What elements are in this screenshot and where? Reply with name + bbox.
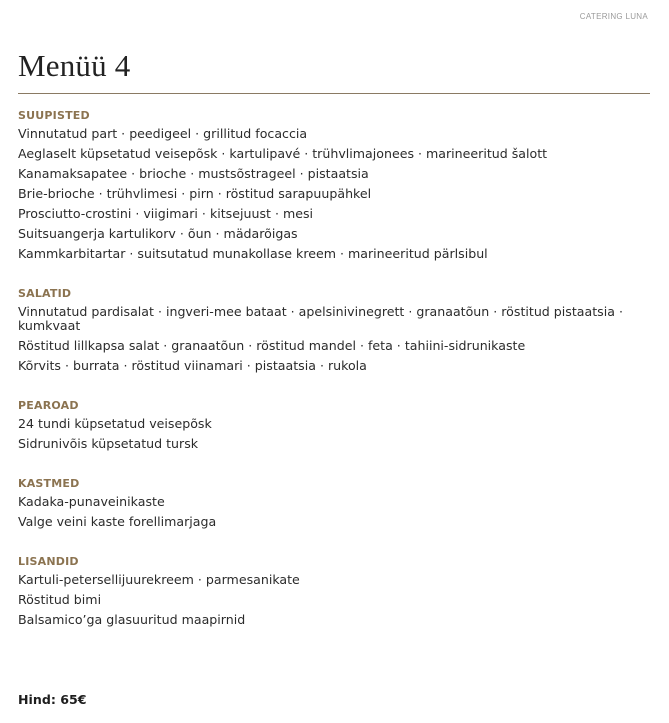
section-title: SUUPISTED bbox=[18, 109, 90, 122]
section-title: PEAROAD bbox=[18, 399, 79, 412]
menu-item: Kammkarbitartar · suitsutatud munakollase kreem · marineeritud pärlsibul bbox=[18, 246, 488, 261]
menu-item: Röstitud lillkapsa salat · granaatõun · röstitud mandel · feta · tahiini-sidrunikaste bbox=[18, 338, 526, 353]
section-title: SALATID bbox=[18, 287, 72, 300]
menu-content bbox=[18, 108, 650, 652]
title-divider bbox=[18, 93, 650, 94]
menu-item: Prosciutto-crostini · viigimari · kitsejuust · mesi bbox=[18, 206, 314, 221]
section-suupisted bbox=[18, 108, 650, 261]
menu-item: Vinnutatud part · peedigeel · grillitud focaccia bbox=[18, 126, 308, 141]
menu-item: Aeglaselt küpsetatud veisepõsk · kartulipavé · trühvlimajonees · marineeritud šalott bbox=[18, 146, 548, 161]
menu-item: Kõrvits · burrata · röstitud viinamari · pistaatsia · rukola bbox=[18, 358, 367, 373]
page-title: Menüü 4 bbox=[18, 48, 131, 83]
menu-item: Valge veini kaste forellimarjaga bbox=[18, 514, 217, 529]
menu-item: Balsamico’ga glasuuritud maapirnid bbox=[18, 612, 246, 627]
menu-item: Kartuli-petersellijuurekreem · parmesanikate bbox=[18, 572, 300, 587]
price-label: Hind: 65€ bbox=[18, 692, 87, 707]
menu-item: Vinnutatud pardisalat · ingveri-mee bataat · apelsinivinegrett · granaatõun · röstitud pistaatsia · kumkvaat bbox=[18, 304, 623, 333]
menu-item: Brie-brioche · trühvlimesi · pirn · röstitud sarapuupähkel bbox=[18, 186, 372, 201]
menu-item: Kadaka-punaveinikaste bbox=[18, 494, 165, 509]
section-lisandid bbox=[18, 554, 650, 627]
section-title: LISANDID bbox=[18, 555, 79, 568]
brand-label: CATERING LUNA bbox=[579, 12, 648, 21]
menu-item: Röstitud bimi bbox=[18, 592, 102, 607]
section-kastmed bbox=[18, 476, 650, 529]
menu-item: 24 tundi küpsetatud veisepõsk bbox=[18, 416, 212, 431]
menu-item: Kanamaksapatee · brioche · mustsõstrageel · pistaatsia bbox=[18, 166, 369, 181]
menu-item: Suitsuangerja kartulikorv · õun · mädarõigas bbox=[18, 226, 298, 241]
section-title: KASTMED bbox=[18, 477, 80, 490]
menu-item: Sidrunivõis küpsetatud tursk bbox=[18, 436, 199, 451]
section-pearoad bbox=[18, 398, 650, 451]
section-salatid bbox=[18, 286, 650, 373]
